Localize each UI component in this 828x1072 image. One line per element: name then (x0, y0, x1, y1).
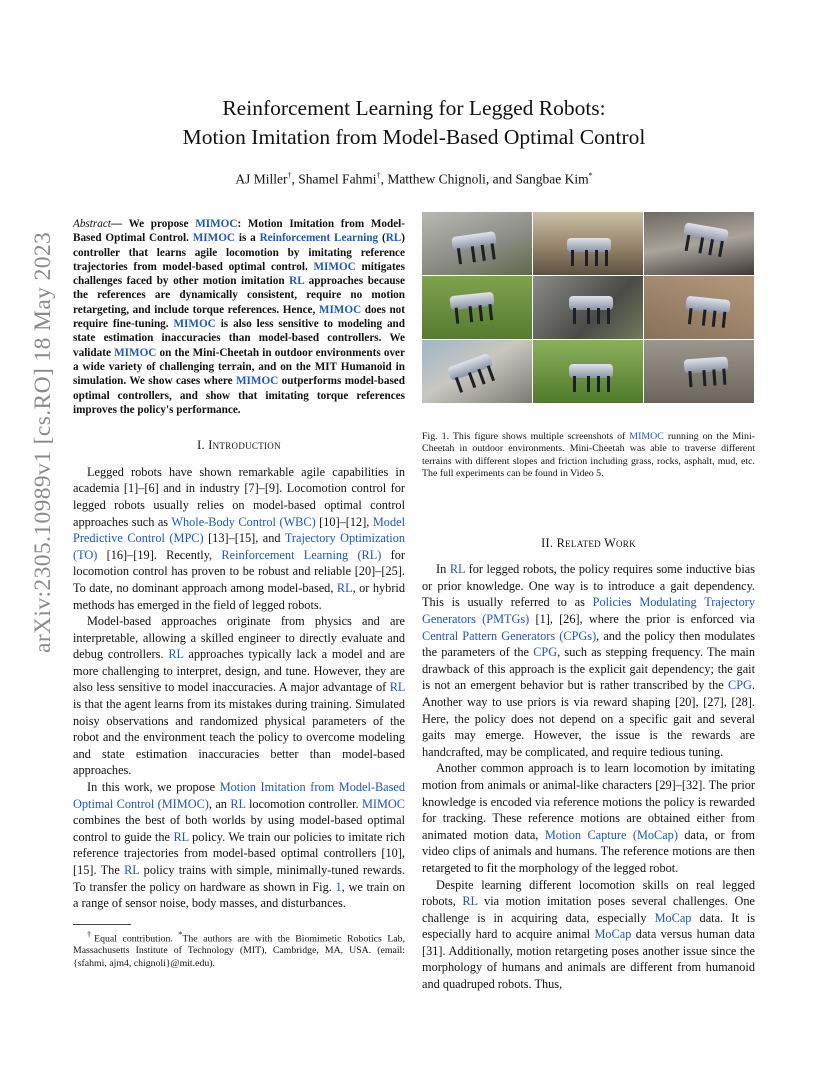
body-text: [16]–[19]. Recently, (97, 547, 222, 562)
acronym-link[interactable]: RL (449, 562, 466, 577)
acronym-link[interactable]: RL (124, 863, 140, 877)
footnote-mark: * (178, 929, 183, 939)
body-text: , an (208, 796, 231, 811)
acronym-link[interactable]: RL (289, 275, 305, 288)
body-text: In this work, we propose (87, 780, 220, 795)
acronym-link[interactable]: MIMOC (313, 260, 356, 273)
acronym-link[interactable]: RL (173, 829, 189, 844)
body-text: , we train on a range of sensor noise, body masses, and disturbances. (73, 879, 406, 911)
footnote-mark: † (87, 929, 95, 939)
abstract-text: ( (378, 232, 386, 245)
body-text: for locomotion control has proven to be robust and reliable [20]–[25]. To date, no dominant approach among model-based, (73, 547, 405, 595)
acronym-link[interactable]: Motion Capture (MoCap) (544, 827, 678, 842)
body-text: [1], [26], where the prior is enforced via (529, 612, 755, 626)
author-3-mark: * (588, 171, 593, 180)
body-text: via motion imitation poses several challenges. One challenge is in acquiring data, especially (422, 894, 755, 925)
figure-robot-photo-grid (422, 212, 754, 403)
body-text: data versus human data [31]. Additionally, motion retargeting poses another issue since the morphology of humans and animals are different from humanoid and quadruped robots. Thus, (422, 927, 755, 992)
title-line-1: Reinforcement Learning for Legged Robots: (222, 96, 606, 120)
abstract-text: outperforms model-based optimal controllers, and show that imitating torque references improves the policy's performance. (73, 375, 405, 416)
acronym-link[interactable]: RL (462, 894, 478, 909)
body-text: In (436, 562, 450, 577)
author-2: Shamel Fahmi (298, 171, 377, 187)
right-column (422, 212, 755, 993)
section-heading-introduction: I. Introduction (197, 438, 281, 453)
acronym-link[interactable]: MIMOC (318, 303, 362, 316)
section-heading-related-work: II. Related Work (541, 535, 636, 550)
paragraph (73, 464, 405, 613)
figure-link[interactable]: 1 (335, 879, 342, 894)
acronym-link[interactable]: MIMOC (361, 796, 405, 811)
acronym-link[interactable]: MIMOC (192, 232, 236, 245)
paragraph (422, 877, 755, 993)
body-text: [10]–[12], (315, 514, 373, 529)
acronym-link[interactable]: MoCap (654, 910, 692, 925)
acronym-link[interactable]: MIMOC (235, 375, 279, 388)
abstract-text: is a (235, 232, 260, 245)
paragraph (422, 561, 755, 760)
caption-label: Fig. 1. (422, 431, 450, 442)
paper-title (0, 94, 828, 152)
body-text: , and the policy then modulates the parameters of the (422, 628, 755, 660)
abstract-label: Abstract (73, 218, 111, 230)
body-text: . Another way to use priors is via reward shaping [20], [27], [28]. Here, the policy does not depend on a specific gait and several gaits may emerge. However, the issue is the rewards are handcrafted, may be complicated, and require tedious tuning. (422, 678, 755, 759)
photo-robot-slope (422, 340, 532, 403)
acronym-link[interactable]: MIMOC (173, 318, 216, 331)
footnote-text: Equal contribution. (94, 933, 179, 945)
photo-robot-gravel (644, 340, 754, 403)
author-3: Matthew Chignoli, and Sangbae Kim (387, 171, 589, 187)
body-text: policy trains with simple, minimally-tuned rewards. To transfer the policy on hardware as shown in Fig. (73, 863, 405, 894)
abstract-text: is also less sensitive to modeling and state estimation inaccuracies than model-based controllers. We validate (73, 318, 405, 359)
caption-text: running on the Mini-Cheetah in outdoor environments. Mini-Cheetah was able to traverse different terrains with different slopes and friction including grass, rocks, asphalt, mud, etc. The full experiments can be found in Video 5. (422, 431, 755, 480)
abstract-text: mitigates challenges faced by other motion imitation (73, 260, 405, 288)
body-text: combines the best of both worlds by using model-based optimal control to guide the (73, 813, 405, 844)
body-text: locomotion controller. (245, 796, 362, 811)
body-text: policy. We train our policies to imitate rich reference trajectories from model-based optimal controllers [10], [15]. The (73, 829, 405, 877)
arxiv-identifier: arXiv:2305.10989v1 [cs.RO] 18 May 2023 (30, 231, 56, 653)
body-text: data. It is especially hard to acquire animal (422, 910, 755, 942)
acronym-link[interactable]: Reinforcement Learning (259, 232, 379, 245)
left-column (73, 217, 405, 970)
photo-robot-pavement (644, 212, 754, 275)
photo-robot-grass-2 (533, 340, 643, 403)
author-1: AJ Miller (235, 171, 288, 187)
acronym-link[interactable]: CPG (533, 645, 558, 660)
paragraph (73, 779, 405, 912)
body-text: Model-based approaches originate from physics and are interpretable, allowing a skilled engineer to directly evaluate and debug controllers. (73, 614, 405, 662)
acronym-link[interactable]: MoCap (594, 927, 632, 942)
footnote-rule (73, 924, 131, 925)
acronym-link[interactable]: Model Predictive Control (MPC) (73, 514, 405, 546)
abstract-text: on the Mini-Cheetah in outdoor environments over a wide variety of challenging terrain, and on the MIT Humanoid in simulation. We show cases where (73, 346, 405, 388)
body-text: data, or from video clips of animals and humans. The reference motions are then retargeted to fit the morphology of the legged robot. (422, 827, 755, 875)
paragraph (73, 613, 405, 779)
acronym-link[interactable]: Trajectory Optimization (TO) (73, 531, 405, 562)
acronym-link[interactable]: CPG (728, 678, 752, 693)
footnote (73, 929, 405, 970)
photo-robot-mud (644, 276, 754, 339)
acronym-link[interactable]: Policies Modulating Trajectory Generators (PMTGs) (422, 595, 755, 626)
body-text: Legged robots have shown remarkable agile capabilities in academia [1]–[6] and in industry [7]–[9]. Locomotion control for legged robots usually relies on model-based optimal control approaches such as (73, 464, 405, 529)
abstract-text: ) controller that learns agile locomotion by imitating reference trajectories from model-based optimal control. (73, 232, 405, 273)
caption-text: This figure shows multiple screenshots of (449, 431, 630, 442)
author-2-mark: † (376, 171, 381, 180)
abstract-text: approaches because the references are dynamically consistent, require no motion retargeting, and include torque references. Hence, (73, 275, 405, 316)
abstract-text: — We propose (110, 218, 196, 230)
body-text: [13]–[15], and (203, 531, 285, 546)
body-text: for legged robots, the policy requires some inductive bias or prior knowledge. One way is to introduce a gait dependency. This is usually referred to as (422, 562, 755, 610)
acronym-link[interactable]: Reinforcement Learning (RL) (221, 547, 382, 562)
acronym-link[interactable]: RL (230, 796, 246, 811)
acronym-link[interactable]: RL (385, 232, 402, 245)
abstract-text: does not require fine-tuning. (73, 303, 405, 331)
acronym-link[interactable]: MIMOC (629, 431, 664, 442)
abstract (73, 217, 405, 417)
body-text: is that the agent learns from its mistakes during training. Simulated noisy observations and randomized physical parameters of the robot and the environment teach the policy to overcome modeling and state estimation inaccuracies better than model-based approaches. (73, 697, 405, 778)
photo-robot-grass-1 (422, 276, 532, 339)
photo-robot-asphalt (533, 276, 643, 339)
body-text: Despite learning different locomotion skills on real legged robots, (422, 877, 755, 909)
acronym-link[interactable]: RL (168, 647, 184, 662)
body-text: , such as stepping frequency. The main drawback of this approach is the explicit gait dependency; the gait is not an emergent behavior but is rather transcribed by the (422, 645, 755, 693)
acronym-link[interactable]: Whole-Body Control (WBC) (171, 514, 316, 529)
acronym-link[interactable]: Central Pattern Generators (CPGs) (422, 628, 597, 643)
acronym-link[interactable]: RL (389, 680, 405, 695)
body-text: approaches typically lack a model and are more challenging to interpret, design, and tune. However, they are also less sensitive to model inaccuracies. A major advantage of (73, 647, 405, 695)
body-text: Another common approach is to learn locomotion by imitating motion from animals or animal-like characters [29]–[32]. The prior knowledge is encoded via reference motions the policy is rewarded for tracking. These reference motions are obtained either from animated motion data, (422, 761, 755, 842)
author-list: AJ Miller†, Shamel Fahmi†, Matthew Chignoli, and Sangbae Kim* (235, 171, 593, 187)
photo-robot-rocks (533, 212, 643, 275)
acronym-link[interactable]: Motion Imitation from Model-Based Optimal Control (MIMOC) (73, 780, 406, 811)
photo-robot-concrete (422, 212, 532, 275)
footnote-text: The authors are with the Biomimetic Robotics Lab, Massachusetts Institute of Technology (MIT), Cambridge, MA, USA. (email: {sfahmi, ajm4, chignoli}@mit.edu). (73, 933, 405, 969)
paragraph (422, 760, 755, 876)
author-1-mark: † (287, 171, 292, 180)
body-text: , or hybrid methods has emerged in the field of legged robots. (73, 580, 405, 612)
acronym-link[interactable]: MIMOC (195, 218, 238, 230)
acronym-link[interactable]: MIMOC (114, 346, 157, 359)
title-line-2: Motion Imitation from Model-Based Optimal Control (182, 125, 646, 149)
abstract-text: : Motion Imitation from Model-Based Optimal Control. (73, 218, 406, 245)
acronym-link[interactable]: RL (336, 580, 353, 595)
figure-caption (422, 431, 755, 481)
